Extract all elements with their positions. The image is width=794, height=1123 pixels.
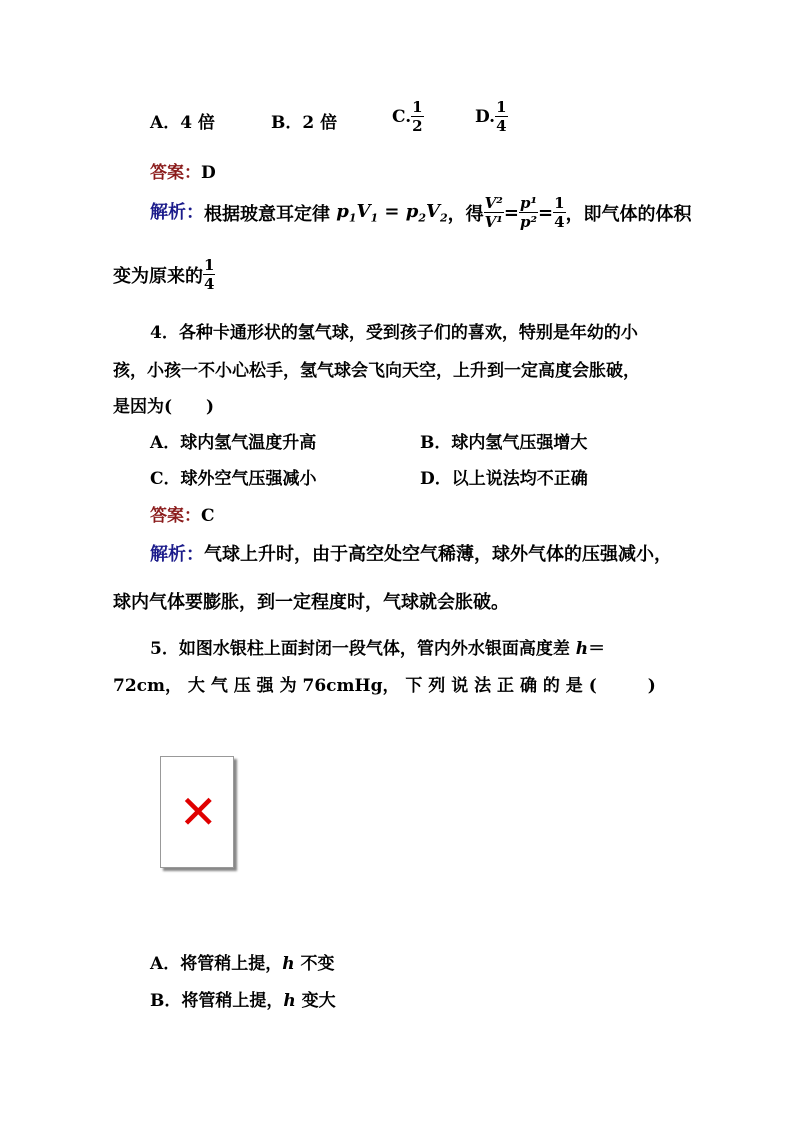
explanation-text: 变为原来的 [113, 266, 203, 287]
volume-ratio-fraction [484, 196, 504, 230]
stem-text: ＝ [588, 639, 606, 659]
fraction-numerator: 1 [496, 98, 507, 116]
boyle-law-formula [336, 201, 448, 225]
fraction-denominator: 4 [554, 213, 565, 231]
formula-subscript: 1 [348, 211, 357, 225]
q4-explanation-line2: 球内气体要膨胀，到一定程度时，气球就会胀破。 [113, 592, 509, 613]
q5-stem-line1 [150, 634, 605, 659]
option-text: B．将管稍上提， [150, 991, 284, 1011]
result-fraction [203, 258, 215, 292]
q3-option-b: B．2 倍 [271, 113, 338, 133]
q3-option-a: A．4 倍 [150, 113, 215, 133]
q4-stem-line1: 4．各种卡通形状的氢气球，受到孩子们的喜欢，特别是年幼的小 [150, 323, 638, 343]
stem-text: 5．如图水银柱上面封闭一段气体，管内外水银面高度差 [150, 639, 576, 659]
answer-value: C [201, 506, 215, 526]
answer-label: 答案： [150, 163, 201, 183]
formula-subscript: 2 [418, 211, 427, 225]
option-text: A．将管稍上提， [150, 954, 283, 974]
pressure-ratio-fraction [519, 196, 538, 230]
explanation-text: ，得 [447, 204, 484, 225]
q3-option-c-fraction [411, 100, 423, 134]
broken-image-icon: ✕ [179, 785, 218, 839]
explanation-label: 解析： [150, 202, 204, 223]
q4-explanation-line1 [150, 540, 672, 566]
explanation-label: 解析： [150, 544, 204, 565]
fraction-denominator: 4 [496, 117, 507, 135]
q3-option-d-fraction [495, 100, 507, 134]
fraction-numerator: 1 [412, 98, 423, 116]
q3-option-c-prefix: C. [392, 107, 412, 127]
option-text: 变大 [295, 991, 336, 1011]
formula-subscript: 2 [440, 211, 448, 225]
formula-operator: = [538, 202, 554, 224]
formula-subscript: 1 [370, 211, 379, 225]
q5-option-b [150, 986, 336, 1011]
result-fraction [553, 196, 565, 230]
q3-option-d-prefix: D. [475, 107, 496, 127]
fraction-numerator: 1 [554, 194, 565, 212]
formula-symbol: V [426, 201, 440, 223]
explanation-text: 气球上升时，由于高空处空气稀薄，球外气体的压强减小， [204, 544, 672, 565]
variable-h: h [283, 991, 296, 1011]
variable-h: h [575, 639, 589, 659]
fraction-numerator: 1 [204, 256, 215, 274]
formula-symbol: p [336, 201, 349, 223]
q4-option-b: B．球内氢气压强增大 [420, 433, 588, 453]
q5-stem-line2: 72cm， 大 气 压 强 为 76cmHg， 下 列 说 法 正 确 的 是 ( ) [113, 676, 656, 696]
q4-option-c: C．球外空气压强减小 [150, 469, 317, 489]
fraction-denominator: p² [519, 213, 538, 231]
fraction-numerator: p¹ [519, 194, 538, 212]
missing-figure [160, 756, 234, 868]
explanation-text: ，即气体的体积 [565, 204, 692, 225]
q3-answer [150, 158, 216, 183]
q3-explanation-line2 [113, 258, 215, 292]
fraction-denominator: 4 [204, 275, 215, 293]
formula-operator: = [503, 202, 519, 224]
q4-option-a: A．球内氢气温度升高 [150, 433, 317, 453]
formula-symbol: p [405, 201, 419, 223]
answer-label: 答案： [150, 506, 201, 526]
formula-symbol: V [356, 201, 371, 223]
fraction-denominator: V¹ [484, 213, 503, 231]
q4-answer [150, 501, 215, 526]
q3-option-c [392, 100, 424, 134]
q4-stem-line3: 是因为( ) [113, 397, 215, 417]
q5-option-a [150, 949, 335, 974]
q4-option-d: D．以上说法均不正确 [420, 469, 588, 489]
variable-h: h [282, 954, 295, 974]
fraction-numerator: V² [484, 194, 503, 212]
q3-option-d [475, 100, 508, 134]
fraction-denominator: 2 [412, 117, 423, 135]
option-text: 不变 [294, 954, 335, 974]
q3-explanation [150, 196, 692, 230]
formula-operator: = [378, 201, 406, 223]
explanation-text: 根据玻意耳定律 [204, 204, 330, 225]
answer-value: D [201, 163, 216, 183]
q4-stem-line2: 孩，小孩一不小心松手，氢气球会飞向天空，上升到一定高度会胀破， [113, 361, 640, 381]
